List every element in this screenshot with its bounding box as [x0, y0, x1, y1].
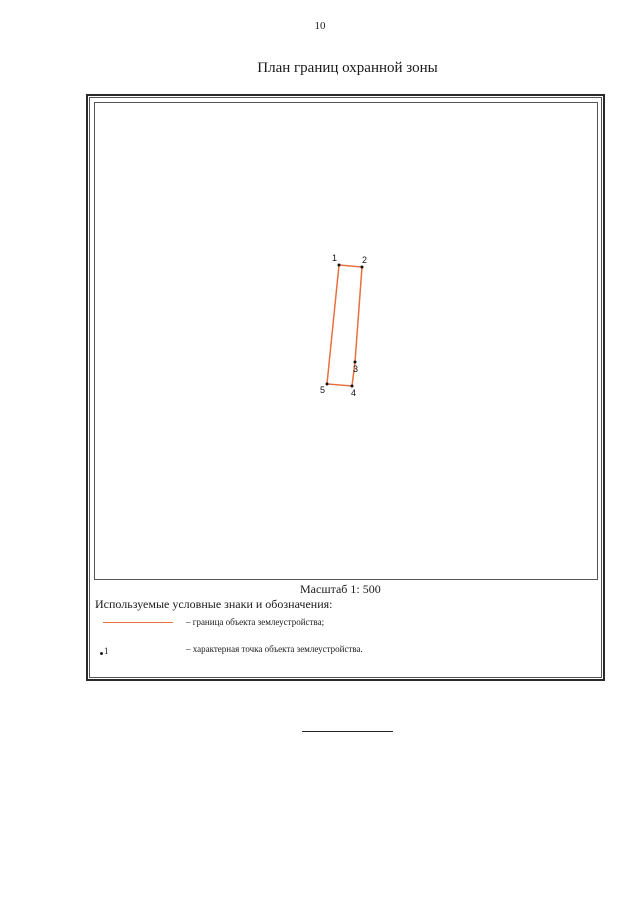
page-number: 10 — [314, 20, 326, 32]
point-marker-2 — [361, 266, 364, 269]
point-label-5: 5 — [320, 385, 326, 395]
scale-label: Масштаб 1: 500 — [300, 582, 381, 596]
bottom-rule — [302, 731, 393, 732]
point-label-3: 3 — [353, 364, 359, 374]
legend-point-symbol-label: 1 — [104, 646, 109, 656]
legend-boundary-line-symbol — [103, 622, 173, 623]
legend-point-text: – характерная точка объекта землеустройства. — [186, 644, 363, 654]
point-marker-5 — [326, 383, 329, 386]
legend-title: Используемые условные знаки и обозначения: — [95, 597, 333, 611]
point-label-4: 4 — [351, 388, 357, 398]
point-dot-icon — [100, 652, 103, 655]
legend-point-symbol — [100, 646, 109, 656]
document-title: План границ охранной зоны — [257, 60, 438, 76]
legend-boundary-text: – граница объекта землеустройства; — [186, 617, 325, 627]
point-label-1: 1 — [332, 253, 338, 263]
point-marker-1 — [338, 264, 341, 267]
point-label-2: 2 — [362, 255, 368, 265]
